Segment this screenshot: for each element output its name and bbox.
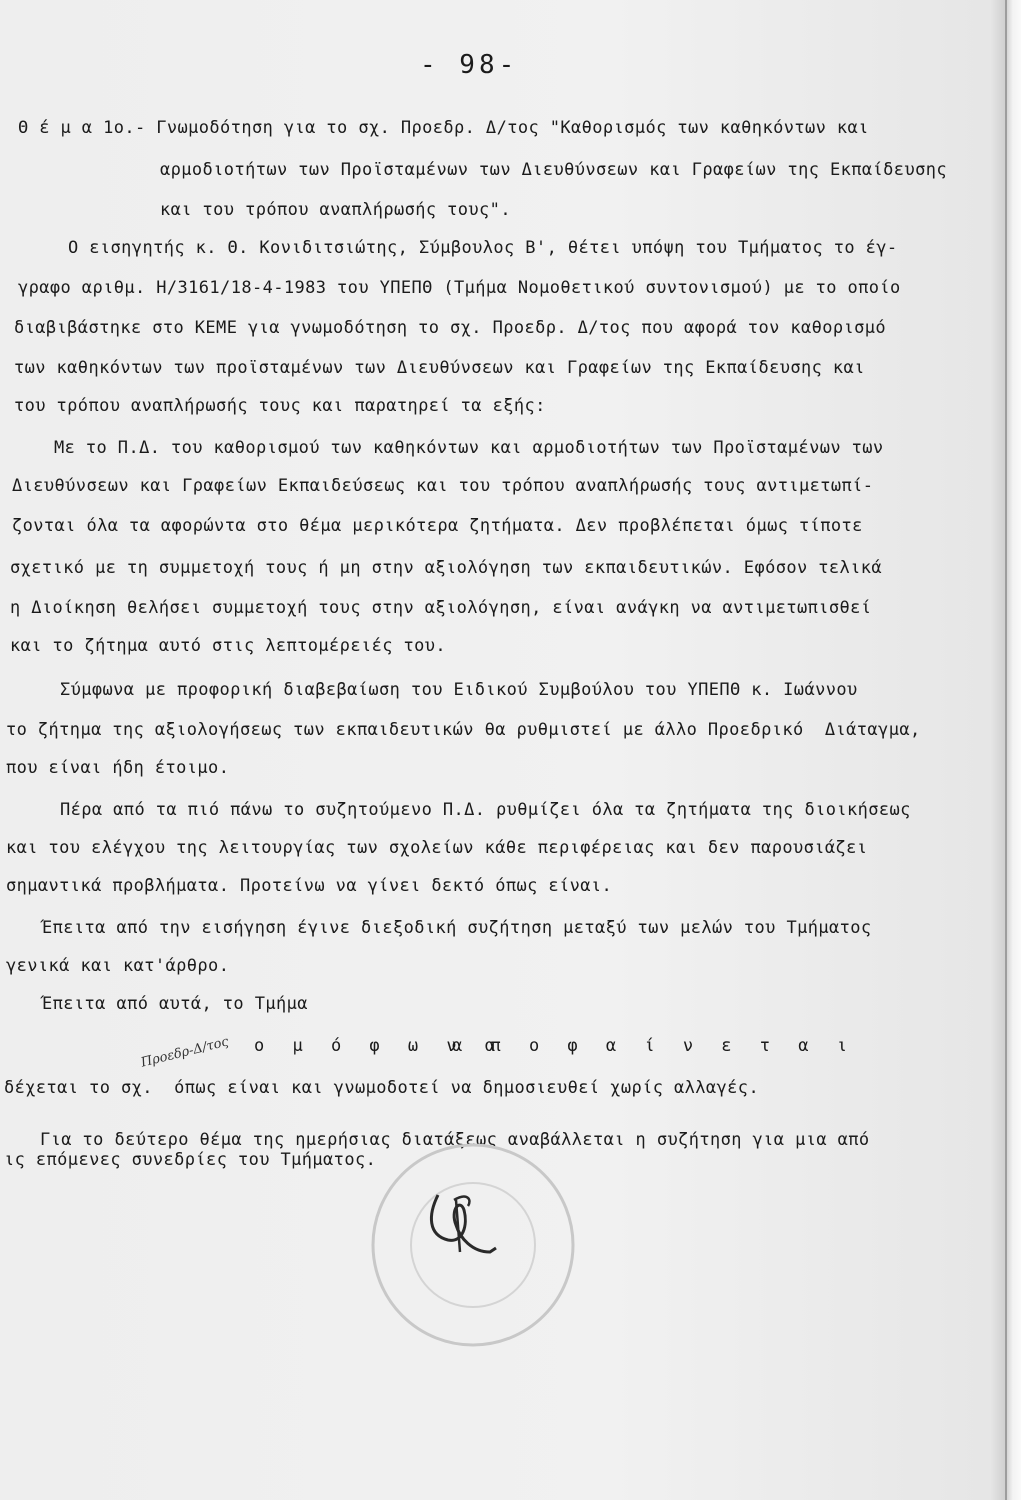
text-line: σημαντικά προβλήματα. Προτείνω να γίνει δεκτό όπως είναι.	[6, 876, 613, 896]
text-line: σχετικό με τη συμμετοχή τους ή μη στην αξιολόγηση των εκπαιδευτικών. Εφόσον τελικά	[10, 558, 883, 578]
text-line: Ο εισηγητής κ. Θ. Κονιδιτσιώτης, Σύμβουλος Β', θέτει υπόψη του Τμήματος το έγ-	[68, 238, 898, 258]
text-line: ις επόμενες συνεδρίες του Τμήματος.	[4, 1150, 377, 1170]
text-line: αρμοδιοτήτων των Προϊσταμένων των Διευθύνσεων και Γραφείων της Εκπαίδευσης	[160, 160, 947, 180]
text-line: ζονται όλα τα αφορώντα στο θέμα μερικότερα ζητήματα. Δεν προβλέπεται όμως τίποτε	[12, 516, 863, 536]
text-line: το ζήτημα της αξιολογήσεως των εκπαιδευτικών θα ρυθμιστεί με άλλο Προεδρικό Διάταγμα,	[6, 720, 921, 740]
text-line: και του τρόπου αναπλήρωσής τους".	[160, 200, 511, 220]
text-line: η Διοίκηση θελήσει συμμετοχή τους στην αξιολόγηση, είναι ανάγκη να αντιμετωπισθεί	[10, 598, 872, 618]
text-line: και του ελέγχου της λειτουργίας των σχολείων κάθε περιφέρειας και δεν παρουσιάζει	[6, 838, 868, 858]
page-edge	[1005, 0, 1007, 1500]
text-line: δέχεται το σχ. όπως είναι και γνωμοδοτεί να δημοσιευθεί χωρίς αλλαγές.	[4, 1078, 760, 1098]
official-stamp-and-signature	[368, 1140, 578, 1350]
decision-word-unanimously: ο μ ό φ ω ν α	[254, 1036, 505, 1056]
decision-word-decides: α π ο φ α ί ν ε τ α ι	[452, 1036, 856, 1056]
text-line: του τρόπου αναπλήρωσής τους και παρατηρεί τα εξής:	[14, 396, 546, 416]
text-line: Έπειτα από αυτά, το Τμήμα	[42, 994, 308, 1014]
text-line: Σύμφωνα με προφορική διαβεβαίωση του Ειδικού Συμβούλου του ΥΠΕΠΘ κ. Ιωάννου	[60, 680, 858, 700]
text-line: γενικά και κατ'άρθρο.	[6, 956, 230, 976]
text-line: και το ζήτημα αυτό στις λεπτομέρειές του.	[10, 636, 447, 656]
text-line: Διευθύνσεων και Γραφείων Εκπαιδεύσεως και του τρόπου αναπλήρωσής τους αντιμετωπί-	[12, 476, 874, 496]
text-line: γραφο αριθμ. Η/3161/18-4-1983 του ΥΠΕΠΘ (Τμήμα Νομοθετικού συντονισμού) με το οποίο	[18, 278, 901, 298]
text-line: Με το Π.Δ. του καθορισμού των καθηκόντων και αρμοδιοτήτων των Προϊσταμένων των	[54, 438, 884, 458]
text-line: διαβιβάστηκε στο ΚΕΜΕ για γνωμοδότηση το σχ. Προεδρ. Δ/τος που αφορά τον καθορισμό	[14, 318, 887, 338]
text-line: των καθηκόντων των προϊσταμένων των Διευθύνσεων και Γραφείων της Εκπαίδευσης και	[14, 358, 865, 378]
text-line: Για το δεύτερο θέμα της ημερήσιας διατάξεως αναβάλλεται η συζήτηση για μια από	[40, 1130, 870, 1150]
text-line: Θ έ μ α 1ο.- Γνωμοδότηση για το σχ. Προεδρ. Δ/τος "Καθορισμός των καθηκόντων και	[18, 118, 869, 138]
handwritten-note: Προεδρ-Δ/τος	[139, 1034, 231, 1071]
page-number: - 98-	[420, 50, 519, 80]
text-line: Πέρα από τα πιό πάνω το συζητούμενο Π.Δ. ρυθμίζει όλα τα ζητήματα της διοικήσεως	[60, 800, 911, 820]
text-line: Έπειτα από την εισήγηση έγινε διεξοδική συζήτηση μεταξύ των μελών του Τμήματος	[42, 918, 872, 938]
text-line: που είναι ήδη έτοιμο.	[6, 758, 230, 778]
